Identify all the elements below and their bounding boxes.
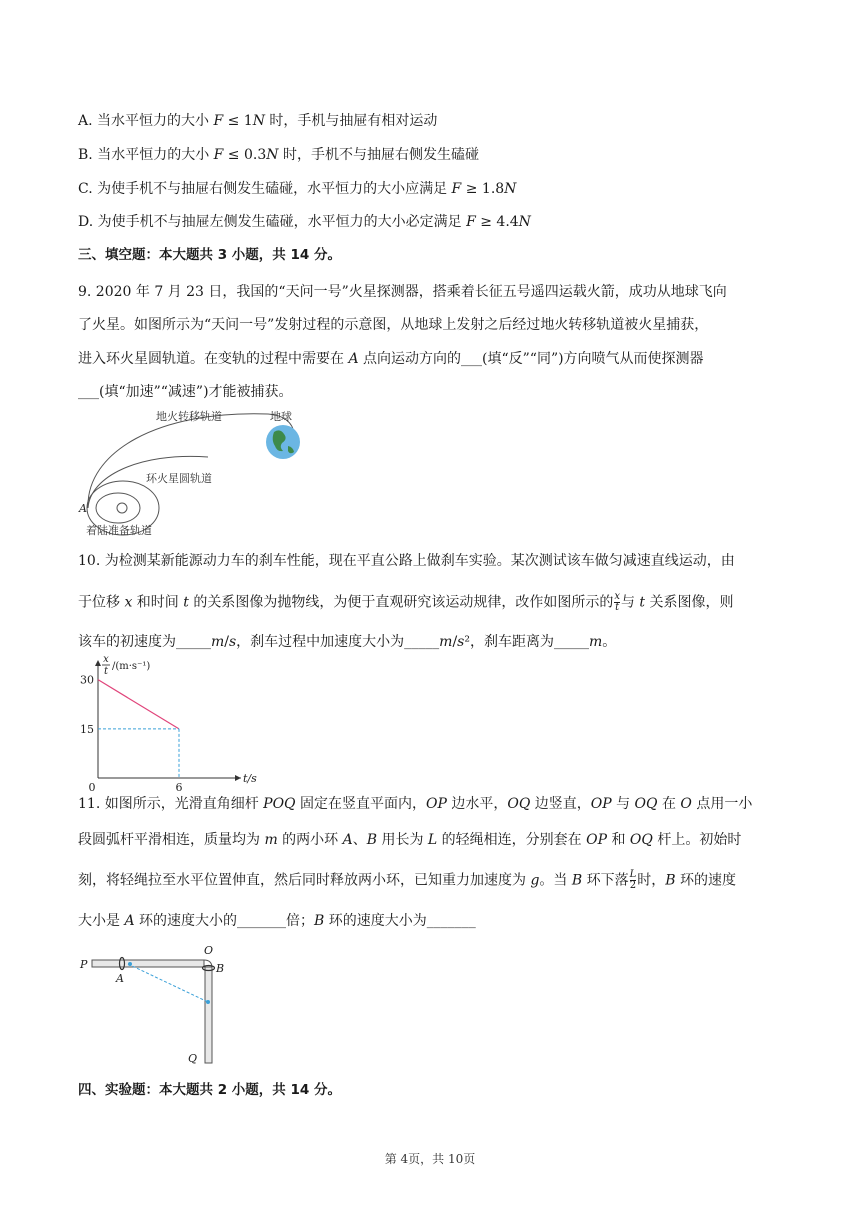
y-tick-label: 30 xyxy=(80,673,94,687)
q9-line-3: 进入环火星圆轨道。在变轨的过程中需要在 𝐴 点向运动方向的___(填“反”“同”)方向喷气从而使探测器 xyxy=(78,351,704,367)
q11-line-3 xyxy=(78,870,736,891)
label-q: Q xyxy=(188,1052,198,1065)
q10-frac-num: 𝑥 xyxy=(614,591,620,602)
x-axis-arrow-icon xyxy=(235,775,241,781)
label-a: A xyxy=(116,972,124,985)
y-label-num: x xyxy=(103,654,109,665)
q10-line-2-text-b: 与 𝑡 关系图像，则 xyxy=(620,594,734,611)
q11-line-1: 11. 如图所示，光滑直角细杆 𝑃𝑂𝑄 固定在竖直平面内，𝑂𝑃 边水平，𝑂𝑄 边竖直，𝑂𝑃 与 𝑂𝑄 在 𝑂 点用一小 xyxy=(78,796,753,812)
q10-line-2-text-a: 于位移 𝑥 和时间 𝑡 的关系图像为抛物线，为便于直观研究该运动规律，改作如图所示的 xyxy=(78,594,614,611)
q11-frac-den: 2 xyxy=(629,880,637,891)
landing-orbit-label: 着陆准备轨道 xyxy=(86,524,152,537)
section-3-title: 三、填空题：本大题共 3 小题，共 14 分。 xyxy=(78,247,341,263)
earth-label: 地球 xyxy=(270,410,292,423)
y-label-unit: /(m·s⁻¹) xyxy=(112,661,151,672)
q11-frac-num: 𝐿 xyxy=(629,869,637,880)
q10-line-1: 10. 为检测某新能源动力车的刹车性能，现在平直公路上做刹车实验。某次测试该车做匀减速直线运动，由 xyxy=(78,553,735,569)
origin-label: 0 xyxy=(88,781,96,792)
label-b: B xyxy=(216,962,225,975)
option-a: A. 当水平恒力的大小 𝐹 ≤ 1𝑁 时，手机与抽屉有相对运动 xyxy=(78,113,438,129)
q9-line-4: ___(填“加速”“减速”)才能被捕获。 xyxy=(78,384,293,400)
q11-fraction xyxy=(630,870,637,891)
q9-line-1: 9. 2020 年 7 月 23 日，我国的“天问一号”火星探测器，搭乘着长征五号遥四运载火箭，成功从地球飞向 xyxy=(78,284,727,300)
x-axis-label: t/s xyxy=(243,772,257,785)
label-p: P xyxy=(80,958,88,971)
q10-fraction xyxy=(614,592,620,613)
mars-orbit-diagram xyxy=(78,402,318,540)
q10-line-3: 该车的初速度为_____𝑚/𝑠，刹车过程中加速度大小为_____𝑚/𝑠²，刹车距离为_____𝑚。 xyxy=(78,634,617,650)
option-c: C. 为使手机不与抽屉右侧发生磕碰，水平恒力的大小应满足 𝐹 ≥ 1.8𝑁 xyxy=(78,181,517,197)
q11-line-4: 大小是 𝐴 环的速度大小的_______倍；𝐵 环的速度大小为_______ xyxy=(78,913,476,929)
q10-line-2 xyxy=(78,592,734,613)
y-label-den: t xyxy=(103,666,109,677)
earth-icon xyxy=(266,425,300,459)
rod-rings-diagram xyxy=(78,940,238,1070)
section-4-title: 四、实验题：本大题共 2 小题，共 14 分。 xyxy=(78,1082,341,1098)
option-b: B. 当水平恒力的大小 𝐹 ≤ 0.3𝑁 时，手机不与抽屉右侧发生磕碰 xyxy=(78,147,479,163)
q11-line-3-text: 刻，将轻绳拉至水平位置伸直，然后同时释放两小环，已知重力加速度为 𝑔。当 𝐵 环下落 xyxy=(78,872,629,889)
q11-line-3-tail: 时，𝐵 环的速度 xyxy=(637,872,736,889)
x-over-t-vs-t-chart xyxy=(78,654,258,792)
y-axis-arrow-icon xyxy=(95,660,101,666)
x-tick-label: 6 xyxy=(175,781,183,792)
label-o: O xyxy=(204,944,214,957)
q9-line-2: 了火星。如图所示为“天问一号”发射过程的示意图，从地球上发射之后经过地火转移轨道被火星捕获， xyxy=(78,317,709,333)
rope-dashed xyxy=(128,964,208,1002)
mars-orbit-label: 环火星圆轨道 xyxy=(146,472,212,485)
point-a-label: A xyxy=(79,502,87,515)
page-footer: 第 4页，共 10页 xyxy=(384,1152,476,1166)
q11-line-2: 段圆弧杆平滑相连，质量均为 𝑚 的两小环 𝐴、𝐵 用长为 𝐿 的轻绳相连，分别套在 𝑂𝑃 和 𝑂𝑄 杆上。初始时 xyxy=(78,832,742,848)
transfer-orbit-label: 地火转移轨道 xyxy=(156,410,222,423)
q10-frac-den: 𝑡 xyxy=(615,602,620,613)
series-line xyxy=(98,680,179,729)
y-tick-label: 15 xyxy=(80,722,94,736)
option-d: D. 为使手机不与抽屉左侧发生磕碰，水平恒力的大小必定满足 𝐹 ≥ 4.4𝑁 xyxy=(78,214,531,230)
